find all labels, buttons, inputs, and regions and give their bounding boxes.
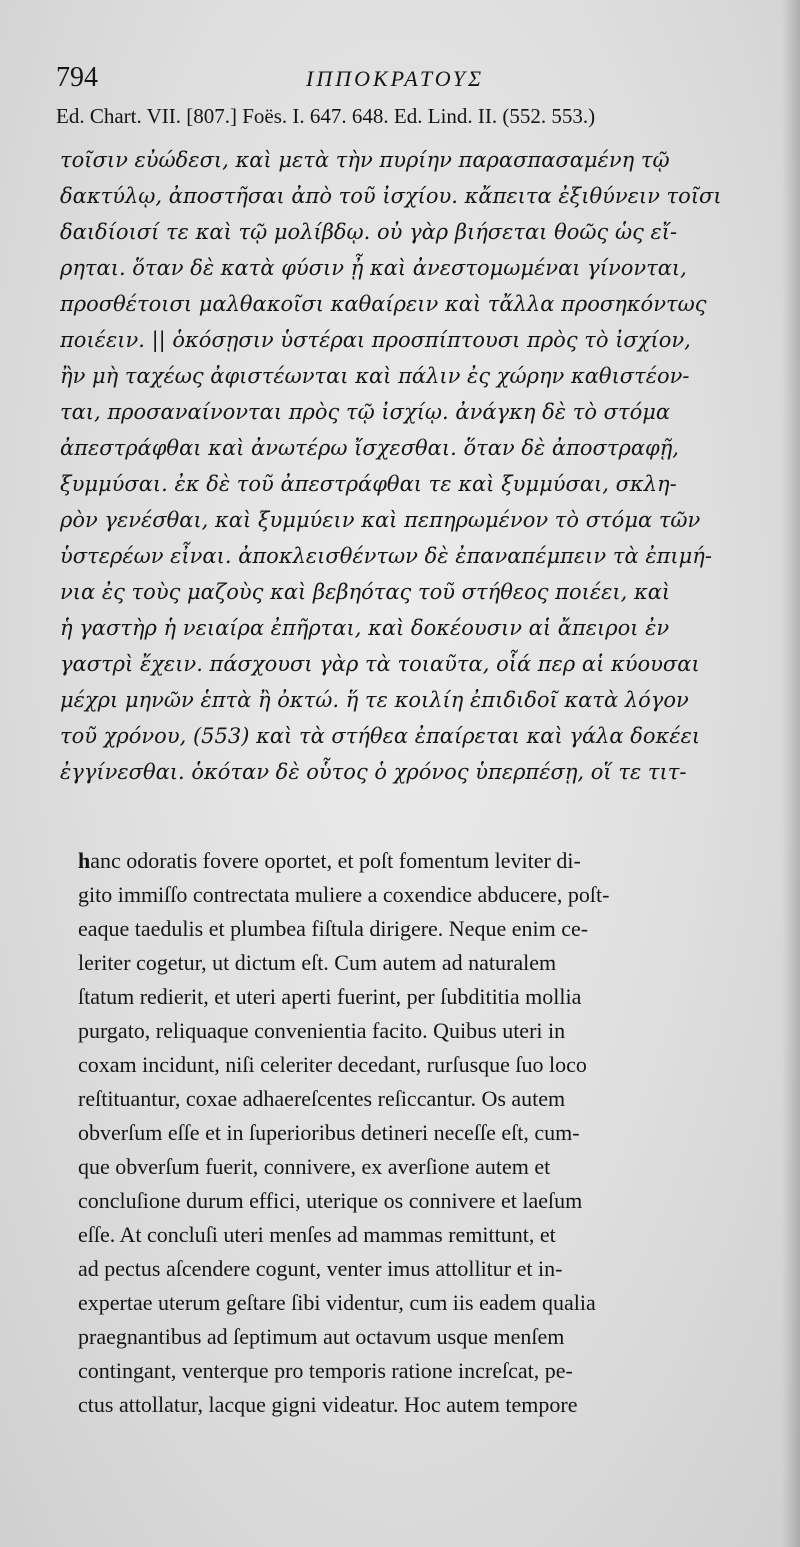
latin-line: eſſe. At concluſi uteri menſes ad mammas remittunt, et <box>78 1222 556 1247</box>
latin-line: hanc odoratis fovere oportet, et poſt fomentum leviter di- <box>78 848 581 873</box>
greek-line: ἢν μὴ ταχέως ἀφιστέωνται καὶ πάλιν ἐς χώρην καθιστέον- <box>60 364 690 388</box>
page-edge-shadow <box>782 0 800 1547</box>
greek-line: ρὸν γενέσθαι, καὶ ξυμμύειν καὶ πεπηρωμένον τὸ στόμα τῶν <box>60 508 701 532</box>
latin-line: que obverſum fuerit, connivere, ex averſione autem et <box>78 1154 551 1179</box>
greek-line: γαστρὶ ἔχειν. πάσχουσι γὰρ τὰ τοιαῦτα, οἷά περ αἱ κύουσαι <box>60 652 700 676</box>
latin-line: eaque taedulis et plumbea fiſtula dirigere. Neque enim ce- <box>78 916 589 941</box>
latin-line: praegnantibus ad ſeptimum aut octavum usque menſem <box>78 1324 565 1349</box>
latin-line: expertae uterum geſtare ſibi videntur, cum iis eadem qualia <box>78 1290 596 1315</box>
greek-line: τοῖσιν εὐώδεσι, καὶ μετὰ τὴν πυρίην παρασπασαμένη τῷ <box>60 148 670 172</box>
greek-line: ἀπεστράφθαι καὶ ἀνωτέρω ἴσχεσθαι. ὅταν δὲ ἀποστραφῇ, <box>60 436 679 460</box>
greek-line: ται, προσαναίνονται πρὸς τῷ ἰσχίῳ. ἀνάγκη δὲ τὸ στόμα <box>60 400 671 424</box>
latin-line: concluſione durum effici, uterique os connivere et laeſum <box>78 1188 583 1213</box>
greek-line: προσθέτοισι μαλθακοῖσι καθαίρειν καὶ τἄλλα προσηκόντως <box>60 292 707 316</box>
greek-line: ποιέειν. || ὁκόσῃσιν ὑστέραι προσπίπτουσι πρὸς τὸ ἰσχίον, <box>60 328 691 352</box>
greek-line: ἡ γαστὴρ ἡ νειαίρα ἐπῆρται, καὶ δοκέουσιν αἱ ἄπειροι ἐν <box>60 616 670 640</box>
latin-line: ad pectus aſcendere cogunt, venter imus attollitur et in- <box>78 1256 563 1281</box>
edition-reference-line: Ed. Chart. VII. [807.] Foës. I. 647. 648. Ed. Lind. II. (552. 553.) <box>56 104 596 128</box>
page-number: 794 <box>56 62 98 93</box>
latin-text-block <box>78 844 782 1422</box>
latin-line: reſtituantur, coxae adhaereſcentes reſiccantur. Os autem <box>78 1086 566 1111</box>
latin-line: ctus attollatur, lacque gigni videatur. Hoc autem tempore <box>78 1392 578 1417</box>
latin-line: gito immiſſo contrectata muliere a coxendice abducere, poſt- <box>78 882 610 907</box>
greek-line: δακτύλῳ, ἀποστῆσαι ἀπὸ τοῦ ἰσχίου. κἄπειτα ἐξιθύνειν τοῖσι <box>60 184 722 208</box>
greek-text-block <box>60 142 760 790</box>
latin-line: purgato, reliquaque convenientia facito. Quibus uteri in <box>78 1018 566 1043</box>
latin-line: contingant, venterque pro temporis ratione increſcat, pe- <box>78 1358 573 1383</box>
latin-line: ſtatum redierit, et uteri aperti fuerint, per ſubdititia mollia <box>78 984 582 1009</box>
greek-line: ρηται. ὅταν δὲ κατὰ φύσιν ᾖ καὶ ἀνεστομωμέναι γίνονται, <box>60 256 687 280</box>
latin-line: leriter cogetur, ut dictum eſt. Cum autem ad naturalem <box>78 950 557 975</box>
running-head: ΙΠΠΟΚΡΑΤΟΥΣ <box>306 66 485 91</box>
latin-line: obverſum eſſe et in ſuperioribus detineri neceſſe eſt, cum- <box>78 1120 580 1145</box>
greek-line: δαιδίοισί τε καὶ τῷ μολίβδῳ. οὐ γὰρ βιήσεται θοῶς ὡς εἴ- <box>60 220 678 244</box>
latin-line: coxam incidunt, niſi celeriter decedant, rurſusque ſuo loco <box>78 1052 587 1077</box>
greek-line: ὑστερέων εἶναι. ἀποκλεισθέντων δὲ ἐπαναπέμπειν τὰ ἐπιμή- <box>60 544 712 568</box>
greek-line: ἐγγίνεσθαι. ὁκόταν δὲ οὗτος ὁ χρόνος ὑπερπέσῃ, οἵ τε τιτ- <box>60 760 687 784</box>
greek-line: νια ἐς τοὺς μαζοὺς καὶ βεβηότας τοῦ στήθεος ποιέει, καὶ <box>60 580 671 604</box>
greek-line: ξυμμύσαι. ἐκ δὲ τοῦ ἀπεστράφθαι τε καὶ ξυμμύσαι, σκλη- <box>60 472 677 496</box>
greek-line: μέχρι μηνῶν ἑπτὰ ἢ ὀκτώ. ἥ τε κοιλίη ἐπιδιδοῖ κατὰ λόγον <box>60 688 689 712</box>
greek-line: τοῦ χρόνου, (553) καὶ τὰ στήθεα ἐπαίρεται καὶ γάλα δοκέει <box>60 724 701 748</box>
page-header <box>56 62 746 102</box>
